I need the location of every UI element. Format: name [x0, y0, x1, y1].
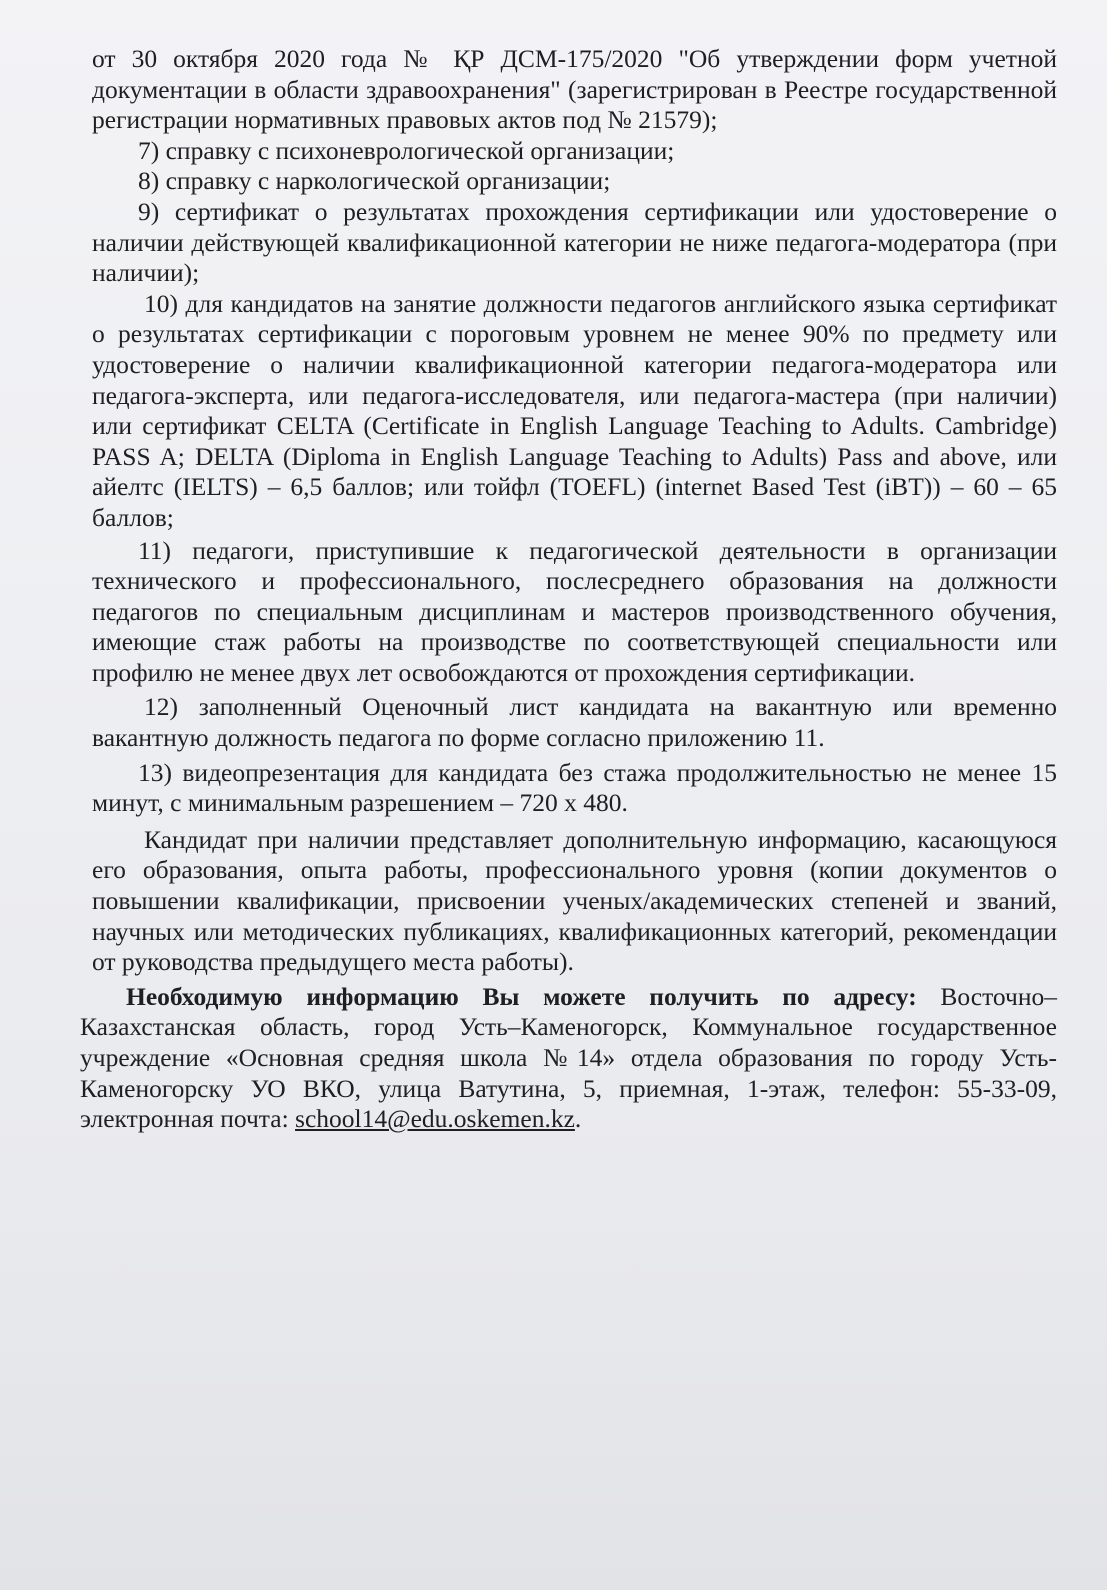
contact-address: Восточно–Казахстанская область, город Усть–Каменогорск, Коммунальное государственное учреждение «Основная средняя школа №14» отдела образования по городу Усть-Каменогорску УО ВКО, улица Ватутина, 5, приемная, 1-этаж, телефон: 55-33-09, электронная почта:: [80, 981, 1057, 1134]
paragraph-item-10: 10) для кандидатов на занятие должности педагогов английского языка сертификат о результатах сертификации с пороговым уровнем не менее 90% по предмету или удостоверение о наличии квалификационной категории педагога-модератора или педагога-эксперта, или педагога-исследователя, или педагога-мастера (при наличии) или сертификат CELTA (Certificate in English Language Teaching to Adults. Cambridge) PASS A; DELTA (Diploma in English Language Teaching to Adults) Pass and above, или айелтс (IELTS) – 6,5 баллов; или тойфл (TOEFL) (internet Based Test (iBT)) – 60 – 65 баллов;: [92, 288, 1057, 532]
paragraph-item-8: 8) справку с наркологической организации;: [138, 166, 611, 196]
contact-end: .: [574, 1104, 582, 1134]
contact-lead: Необходимую информацию Вы можете получить по адресу:: [126, 981, 917, 1011]
paragraph-item-12: 12) заполненный Оценочный лист кандидата на вакантную или временно вакантную должность педагога по форме согласно приложению 11.: [92, 692, 1057, 753]
paragraph-item-7: 7) справку с психоневрологической организации;: [138, 135, 675, 165]
paragraph-item-13: 13) видеопрезентация для кандидата без стажа продолжительностью не менее 15 минут, с минимальным разрешением – 720 х 480.: [92, 757, 1057, 818]
paragraph-item-9: 9) сертификат о результатах прохождения сертификации или удостоверение о наличии действующей квалификационной категории не ниже педагога-модератора (при наличии);: [92, 196, 1057, 288]
paragraph-contact: [80, 982, 1057, 1135]
paragraph-additional-info: Кандидат при наличии представляет дополнительную информацию, касающуюся его образования, опыта работы, профессионального уровня (копии документов о повышении квалификации, присвоении ученых/академических степеней и званий, научных или методических публикациях, квалификационных категорий, рекомендации от руководства предыдущего места работы).: [92, 824, 1057, 977]
paragraph-item-11: 11) педагоги, приступившие к педагогической деятельности в организации технического и профессионального, послесреднего образования на должности педагогов по специальным дисциплинам и мастеров производственного обучения, имеющие стаж работы на производстве по соответствующей специальности или профилю не менее двух лет освобождаются от прохождения сертификации.: [92, 535, 1057, 687]
contact-email-link[interactable]: school14@edu.oskemen.kz: [295, 1104, 575, 1134]
paragraph-registration: от 30 октября 2020 года № ҚР ДСМ-175/2020 "Об утверждении форм учетной документации в области здравоохранения" (зарегистрирован в Реестре государственной регистрации нормативных правовых актов под № 21579);: [92, 44, 1057, 135]
document-body: [80, 44, 1057, 1135]
